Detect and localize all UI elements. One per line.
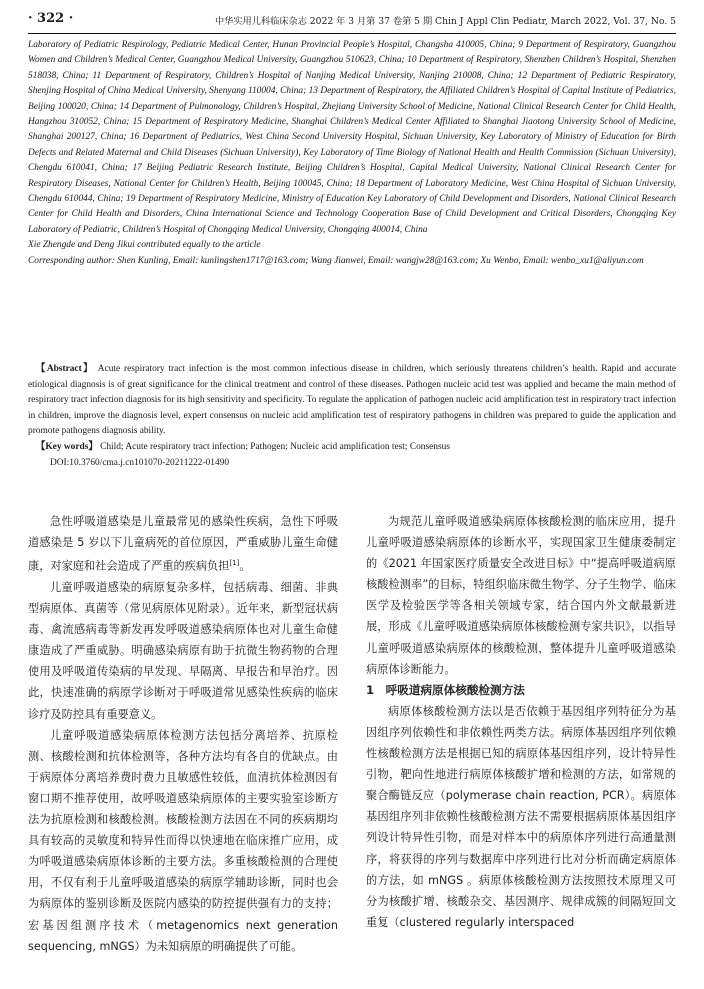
abstract-text: Acute respiratory tract infection is the most common infectious disease in children, which seriously threatens children’s health. Rapid and accurate etiological diagnosis is of great significance for the clinical treatment and control of these diseases. Pathogen nucleic acid test was applied and became the main method of respiratory tract infection diagnosis for its high sensitivity and specificity. To regulate the application of pathogen nucleic acid amplification test in respiratory tract infection in children, improve the diagnosis level, expert consensus on nucleic acid amplification test of respiratory pathogens in children was prepared to guide the application and promote pathogens diagnosis ability. <box>28 364 676 437</box>
keywords-text: Child; Acute respiratory tract infection; Pathogen; Nucleic acid amplification test; Consensus <box>100 441 450 452</box>
body-paragraph: 儿童呼吸道感染病原体检测方法包括分离培养、抗原检测、核酸检测和抗体检测等，各种方法均有各自的优缺点。由于病原体分离培养费时费力且敏感性较低，血清抗体检测因有窗口期不推荐使用，故呼吸道感染病原体的主要实验室诊断方法为抗原检测和核酸检测。核酸检测方法因在不同的疾病期均具有较高的灵敏度和特异性而得以快速地在临床推广应用，成为呼吸道感染病原体诊断的主要方法。多重核酸检测的合理使用，不仅有利于儿童呼吸道感染的病原学辅助诊断，同时也会为病原体的鉴别诊断及医院内感染的防控提供强有力的支持；宏基因组测序技术（metagenomics next generation sequencing, mNGS）为未知病原的明确提供了可能。 <box>28 728 338 953</box>
citation-ref: [1] <box>229 559 240 568</box>
header-rule <box>28 33 676 34</box>
body-text: 急性呼吸道感染是儿童最常见的感染性疾病，急性下呼吸道感染是 5 岁以下儿童病死的首位原因，严重威胁儿童生命健康，对家庭和社会造成了严重的疾病负担 <box>28 515 338 573</box>
journal-citation: 中华实用儿科临床杂志 2022 年 3 月第 37 卷第 5 期 Chin J Appl Clin Pediatr, March 2022, Vol. 37, No. 5 <box>215 16 676 27</box>
body-column-left <box>28 511 338 957</box>
body-paragraph: 儿童呼吸道感染的病原复杂多样，包括病毒、细菌、非典型病原体、真菌等（常见病原体见附录）。近年来，新型冠状病毒、禽流感病毒等新发再发呼吸道感染病原体也对儿童生命健康造成了严重威胁。明确感染病原有助于抗微生物药物的合理使用及呼吸道传染病的早发现、早隔离、早报告和早治疗。因此，快速准确的病原学诊断对于呼吸道常见感染性疾病的临床诊疗及防控具有重要意义。 <box>28 581 338 721</box>
body-column-right <box>366 511 676 933</box>
section-heading: 1 呼吸道病原体核酸检测方法 <box>366 682 525 697</box>
abstract-label: 【Abstract】 <box>36 364 94 374</box>
abstract-paragraph <box>28 362 676 440</box>
doi: DOI:10.3760/cma.j.cn101070-20211222-01490 <box>50 457 230 468</box>
corresponding-author: Corresponding author: Shen Kunling, Email: kunlingshen1717@163.com; Wang Jianwei, Email: wangjw28@163.com; Xu Wenbo, Email: wenbo_xu1@aliyun.com <box>28 255 644 266</box>
body-paragraph: 急性呼吸道感染是儿童最常见的感染性疾病，急性下呼吸道感染是 5 岁以下儿童病死的首位原因，严重威胁儿童生命健康，对家庭和社会造成了严重的疾病负担[1]。 <box>28 515 338 573</box>
page-number: · 322 · <box>28 11 74 26</box>
running-header <box>28 11 676 31</box>
affiliation-block <box>28 38 676 269</box>
body-paragraph: 病原体核酸检测方法以是否依赖于基因组序列特征分为基因组序列依赖性和非依赖性两类方法。病原体基因组序列依赖性核酸检测方法是根据已知的病原体基因组序列，设计特异性引物，靶向性地进行病原体核酸扩增和检测的方法，如常规的聚合酶链反应（polymerase chain reaction, PCR）。病原体基因组序列非依赖性核酸检测方法不需要根据病原体基因组序列设计特异性引物，而是对样本中的病原体序列进行高通量测序，将获得的序列与数据库中序列进行比对分析而确定病原体的方法，如 mNGS 。病原体核酸检测方法按照技术原理又可分为核酸扩增、核酸杂交、基因测序、规律成簇的间隔短回文重复（clustered regularly interspaced <box>366 704 676 929</box>
equal-contribution-note: Xie Zhengde and Deng Jikui contributed equally to the article <box>28 240 261 251</box>
abstract-block <box>28 362 676 471</box>
affiliations-text: Laboratory of Pediatric Respirology, Pediatric Medical Center, Hunan Provincial People’s Hospital, Changsha 410005, China; 9 Department of Respiratory, Guangzhou Women and Children’s Medical Center, Guangzhou Medical University, Guangzhou 510623, China; 10 Department of Respiratory, Shenzhen Children’s Hospital, Shenzhen 518038, China; 11 Department of Respiratory, Children’s Hospital of Nanjing Medical University, Nanjing 210008, China; 12 Department of Pediatric Respiratory, Shenjing Hospital of China Medical University, Shenyang 110004, China; 13 Department of Respiratory, the Affiliated Children’s Hospital of Capital Institute of Pediatrics, Beijing 100020, China; 14 Department of Pulmonology, Children’s Hospital, Zhejiang University School of Medicine, National Clinical Research Center for Child Health, Hangzhou 310052, China; 15 Department of Respiratory Medicine, Shanghai Children’s Medical Center Affiliated to Shanghai Jiaotong University School of Medicine, Shanghai 200127, China; 16 Department of Pediatrics, West China Second University Hospital, Sichuan University, Key Laboratory of Ministry of Education for Birth Defects and Related Maternal and Child Diseases (Sichuan University), Key Laboratory of Time Biology of National Health and Health Commission (Sichuan University), Chengdu 610041, China; 17 Beijing Pediatric Research Institute, Beijing Children’s Hospital, Capital Medical University, National Clinical Research Center for Respiratory Diseases, National Center for Children’s Health, Beijing 100045, China; 18 Department of Laboratory Medicine, West China Hospital of Sichuan University, Chengdu 610044, China; 19 Department of Respiratory Medicine, Ministry of Education Key Laboratory of Child Development and Disorders, National Clinical Research Center for Child Health and Disorders, China International Science and Technology Cooperation Base of Child Development and Critical Disorders, Chongqing Key Laboratory of Pediatric, Children’s Hospital of Chongqing Medical University, Chongqing 400014, China <box>28 40 676 235</box>
body-paragraph: 为规范儿童呼吸道感染病原体核酸检测的临床应用，提升儿童呼吸道感染病原体的诊断水平，实现国家卫生健康委制定的《2021 年国家医疗质量安全改进目标》中“提高呼吸道病原核酸检测率”的目标，特组织临床微生物学、分子生物学、临床医学及检验医学等各相关领域专家，结合国内外文献最新进展，形成《儿童呼吸道感染病原体核酸检测专家共识》，以指导儿童呼吸道感染病原体的核酸检测，整体提升儿童呼吸道感染病原体诊断能力。 <box>366 515 676 676</box>
keywords-label: 【Key words】 <box>36 441 98 452</box>
keywords-paragraph <box>28 440 676 456</box>
